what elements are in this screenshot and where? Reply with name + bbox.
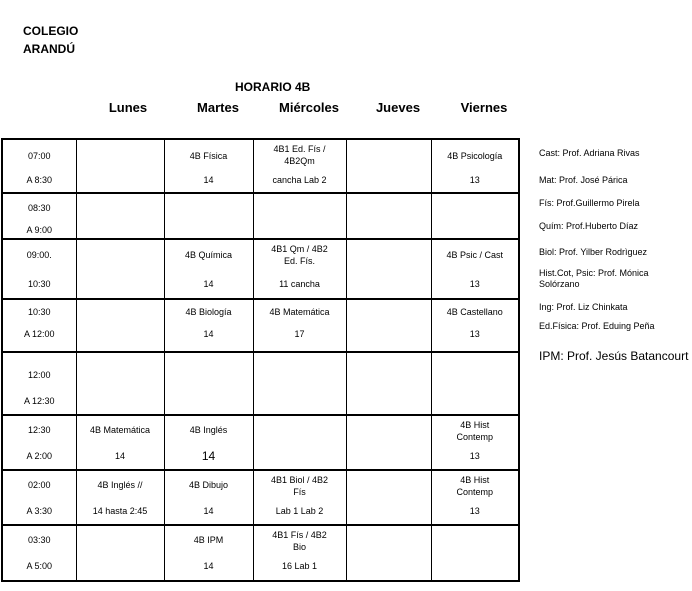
class-cell-thursday	[346, 193, 431, 239]
class-subject: 4B Matemática	[89, 425, 151, 435]
class-cell-friday	[431, 299, 519, 352]
class-subject: 4B Inglés	[189, 425, 228, 435]
class-cell-tuesday	[164, 239, 253, 299]
class-room: 14	[203, 329, 214, 339]
class-cell-friday	[431, 415, 519, 470]
class-cell-monday	[76, 193, 164, 239]
class-cell-thursday	[346, 415, 431, 470]
time-cell	[2, 239, 76, 299]
class-cell-wednesday	[253, 525, 346, 581]
class-cell-thursday	[346, 299, 431, 352]
time-start: 10:30	[27, 307, 51, 317]
teacher-legend-item: Biol: Prof. Yilber Rodrìguez	[539, 247, 648, 257]
class-cell-monday	[76, 352, 164, 415]
class-subject: 4B1 Biol / 4B2 Fís	[270, 475, 329, 497]
class-cell-friday	[431, 352, 519, 415]
schedule-row	[2, 525, 519, 581]
schedule-row	[2, 299, 519, 352]
class-room: 14	[114, 451, 125, 461]
class-cell-thursday	[346, 239, 431, 299]
class-room: 13	[469, 279, 480, 289]
time-start: 09:00.	[26, 250, 52, 260]
class-cell-monday	[76, 415, 164, 470]
class-cell-monday	[76, 470, 164, 525]
class-subject: 4B Dibujo	[188, 480, 229, 490]
class-cell-monday	[76, 139, 164, 193]
time-end: A 9:00	[26, 225, 53, 235]
time-end: A 8:30	[26, 175, 53, 185]
school-name	[23, 22, 78, 58]
teacher-legend-item: Hist.Cot, Psic: Prof. Mónica Solórzano	[539, 268, 649, 289]
class-subject: 4B Matemática	[269, 307, 330, 317]
time-cell	[2, 470, 76, 525]
time-end: A 2:00	[26, 451, 53, 461]
time-start: 08:30	[27, 203, 51, 213]
class-subject: 4B Psic / Cast	[446, 250, 504, 260]
school-name-line2: ARANDÚ	[23, 42, 75, 56]
class-room: 14	[203, 175, 214, 185]
class-subject: 4B1 Ed. Fís / 4B2Qm	[273, 144, 326, 166]
class-cell-wednesday	[253, 470, 346, 525]
class-room: 13	[469, 451, 480, 461]
schedule-row	[2, 352, 519, 415]
teacher-legend-item: IPM: Prof. Jesús Batancourt	[539, 349, 689, 363]
class-cell-monday	[76, 299, 164, 352]
class-subject: 4B IPM	[193, 535, 224, 545]
class-cell-wednesday	[253, 139, 346, 193]
time-cell	[2, 299, 76, 352]
class-subject: 4B Biología	[185, 307, 232, 317]
class-cell-friday	[431, 239, 519, 299]
class-room: 14	[203, 279, 214, 289]
time-end: A 12:00	[23, 329, 55, 339]
class-room: 14	[203, 561, 214, 571]
class-cell-wednesday	[253, 239, 346, 299]
class-cell-tuesday	[164, 470, 253, 525]
teacher-legend-item: Fís: Prof.Guillermo Pirela	[539, 198, 640, 208]
time-start: 12:30	[27, 425, 51, 435]
class-cell-wednesday	[253, 352, 346, 415]
class-subject: 4B Castellano	[446, 307, 503, 317]
day-header-monday: Lunes	[108, 100, 148, 115]
time-start: 02:00	[27, 480, 51, 490]
class-room: 17	[294, 329, 305, 339]
class-subject: 4B Hist Contemp	[456, 420, 494, 442]
class-cell-tuesday	[164, 415, 253, 470]
class-cell-wednesday	[253, 193, 346, 239]
time-end: A 3:30	[26, 506, 53, 516]
class-room: 11 cancha	[279, 279, 320, 289]
class-cell-friday	[431, 139, 519, 193]
time-cell	[2, 525, 76, 581]
schedule-row	[2, 193, 519, 239]
schedule-table	[1, 138, 520, 582]
day-header-thursday: Jueves	[375, 100, 421, 115]
time-end: A 12:30	[23, 396, 55, 406]
time-cell	[2, 139, 76, 193]
class-room: 13	[469, 175, 480, 185]
teacher-legend-item: Mat: Prof. José Párica	[539, 175, 628, 185]
time-end: A 5:00	[26, 561, 53, 571]
class-subject: 4B Física	[189, 151, 228, 161]
class-cell-thursday	[346, 525, 431, 581]
class-room: 16 Lab 1	[281, 561, 318, 571]
class-cell-friday	[431, 193, 519, 239]
class-room: 14 hasta 2:45	[92, 506, 148, 516]
teacher-legend-item: Quím: Prof.Huberto Díaz	[539, 221, 639, 231]
schedule-row	[2, 470, 519, 525]
time-cell	[2, 193, 76, 239]
teacher-legend-item: Ing: Prof. Liz Chinkata	[539, 302, 628, 312]
class-room: 13	[469, 506, 480, 516]
time-cell	[2, 352, 76, 415]
schedule-row	[2, 239, 519, 299]
class-cell-thursday	[346, 352, 431, 415]
class-cell-tuesday	[164, 193, 253, 239]
class-subject: 4B1 Qm / 4B2 Ed. Fís.	[271, 244, 328, 266]
class-cell-tuesday	[164, 139, 253, 193]
time-start: 12:00	[27, 370, 51, 380]
time-cell	[2, 415, 76, 470]
class-cell-monday	[76, 525, 164, 581]
class-subject: 4B1 Fís / 4B2 Bio	[272, 530, 327, 552]
time-start: 07:00	[27, 151, 51, 161]
schedule-row	[2, 139, 519, 193]
class-cell-thursday	[346, 470, 431, 525]
class-cell-tuesday	[164, 299, 253, 352]
schedule-row	[2, 415, 519, 470]
class-cell-tuesday	[164, 525, 253, 581]
class-subject: 4B Psicología	[447, 151, 503, 161]
class-subject: 4B Inglés //	[97, 480, 143, 490]
class-subject: 4B Química	[184, 250, 233, 260]
time-start: 03:30	[27, 535, 51, 545]
class-room: Lab 1 Lab 2	[275, 506, 324, 516]
class-cell-tuesday	[164, 352, 253, 415]
class-subject: 4B Hist Contemp	[456, 475, 494, 497]
school-name-line1: COLEGIO	[23, 24, 79, 38]
class-room: 14	[201, 449, 216, 463]
day-header-tuesday: Martes	[197, 100, 239, 115]
day-header-wednesday: Miércoles	[279, 100, 339, 115]
class-cell-wednesday	[253, 415, 346, 470]
class-cell-thursday	[346, 139, 431, 193]
class-cell-friday	[431, 525, 519, 581]
class-room: 14	[203, 506, 214, 516]
class-room: 13	[469, 329, 480, 339]
class-room: cancha Lab 2	[272, 175, 327, 185]
time-end: 10:30	[27, 279, 51, 289]
class-cell-monday	[76, 239, 164, 299]
day-header-friday: Viernes	[460, 100, 508, 115]
teacher-legend-item: Cast: Prof. Adriana Rivas	[539, 148, 640, 158]
teacher-legend-item: Ed.Física: Prof. Eduing Peña	[539, 321, 655, 331]
class-cell-wednesday	[253, 299, 346, 352]
class-cell-friday	[431, 470, 519, 525]
